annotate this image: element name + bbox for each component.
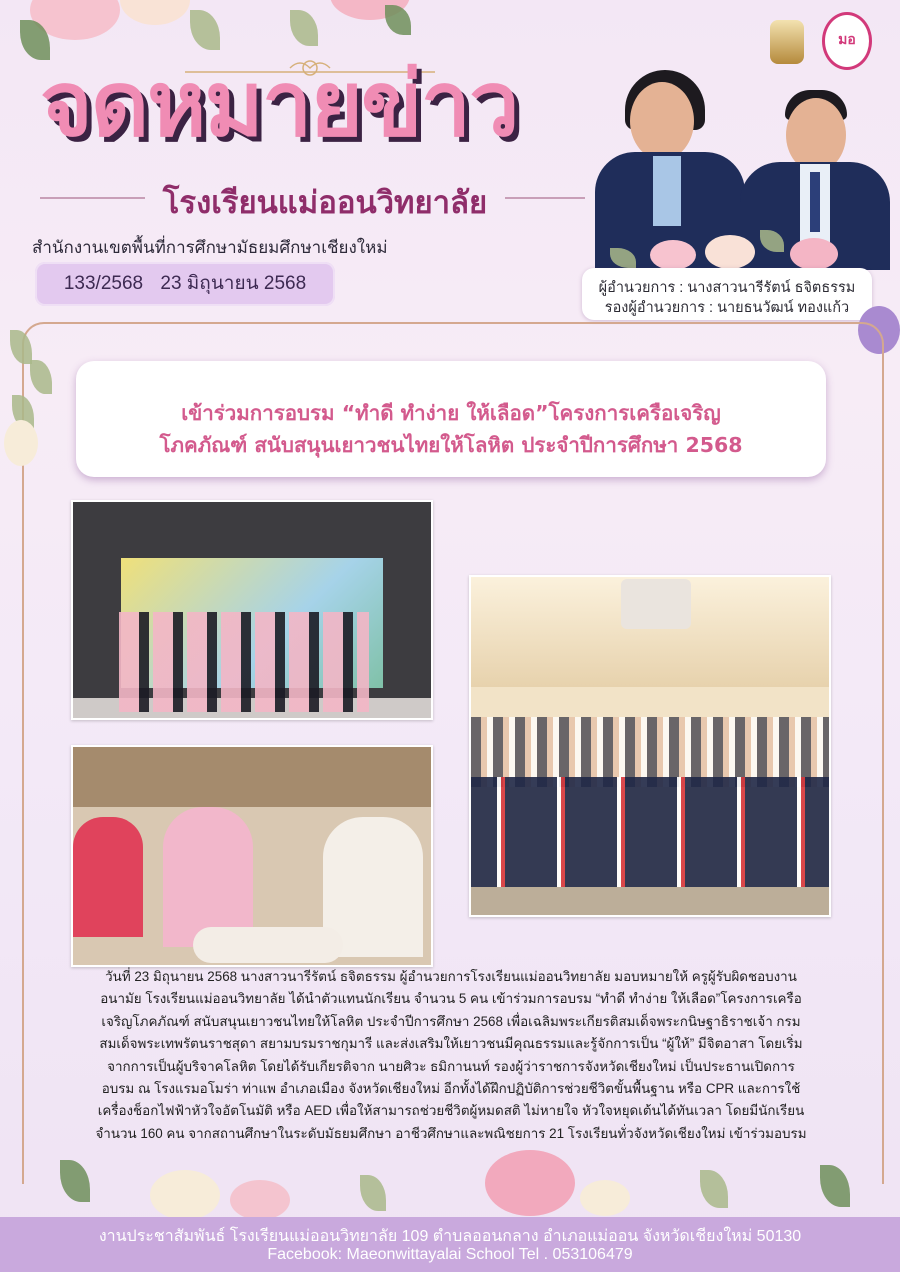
body-line: สมเด็จพระเทพรัตนราชสุดา สยามบรมราชกุมารี และส่งเสริมให้เยาวชนมีคุณธรรมและรู้จักการเป็น “ผู้ให้” มีจิตอาสา โดยเริ่ม: [99, 1036, 803, 1052]
education-office: สำนักงานเขตพื้นที่การศึกษามัธยมศึกษาเชียงใหม่: [32, 238, 388, 257]
footer-bar: [0, 1217, 900, 1272]
body-line: อนามัย โรงเรียนแม่ออนวิทยาลัย ได้นำตัวแทนนักเรียน จำนวน 5 คน เข้าร่วมการอบรม “ทำดี ทำง่าย ให้เลือด”โครงการเครือ: [100, 991, 802, 1007]
issue-date: 23 มิถุนายน 2568: [160, 273, 307, 294]
body-line: เจริญโภคภัณฑ์ สนับสนุนเยาวชนไทยให้โลหิต ประจำปีการศึกษา 2568 เพื่อเฉลิมพระเกียรติสมเด็จพระกนิษฐาธิราชเจ้า กรม: [101, 1013, 801, 1029]
body-line: เครื่องช็อกไฟฟ้าหัวใจอัตโนมัติ หรือ AED เพื่อให้สามารถช่วยชีวิตผู้หมดสติ ไม่หายใจ หัวใจหยุดเต้นได้ทันเวลา โดยมีนักเรียน: [97, 1103, 805, 1119]
footer-address: งานประชาสัมพันธ์ โรงเรียนแม่ออนวิทยาลัย 109 ตำบลออนกลาง อำเภอแม่ออน จังหวัดเชียงใหม่ 50130: [98, 1228, 802, 1245]
divider: [40, 197, 145, 199]
director-name: ผู้อำนวยการ : นางสาวนารีรัตน์ ธจิตธรรม: [598, 280, 856, 296]
issue-number: 133/2568: [63, 273, 144, 294]
school-name: โรงเรียนแม่ออนวิทยาลัย: [162, 185, 488, 221]
administrator-names: [582, 268, 872, 320]
footer-contact: Facebook: Maeonwittayalai School Tel . 053106479: [267, 1246, 633, 1263]
school-logo-text: มอ: [838, 31, 856, 47]
newsletter-title: จดหมายข่าว: [40, 52, 518, 157]
issue-badge: [35, 262, 335, 306]
body-line: วันที่ 23 มิถุนายน 2568 นางสาวนารีรัตน์ ธจิตธรรม ผู้อำนวยการโรงเรียนแม่ออนวิทยาลัย มอบหมายให้ ครูผู้รับผิดชอบงาน: [105, 969, 797, 984]
photo-group: [469, 575, 831, 917]
headline-line-1: เข้าร่วมการอบรม “ทำดี ทำง่าย ให้เลือด”โครงการเครือเจริญ: [181, 401, 721, 425]
body-line: จำนวน 160 คน จากสถานศึกษาในระดับมัธยมศึกษา อาชีวศึกษาและพณิชยการ 21 โรงเรียนทั่วจังหวัดเชียงใหม่ เข้าร่วมอบรม: [95, 1125, 807, 1141]
article-body: [30, 966, 872, 1145]
body-line: จากการเป็นผู้บริจาคโลหิต โดยได้รับเกียรติจาก นายศิวะ ธมิกานนท์ รองผู้ว่าราชการจังหวัดเชียงใหม่ เป็นประธานเปิดการ: [107, 1058, 795, 1074]
headline-card: [76, 361, 826, 477]
headline-line-2: โภคภัณฑ์ สนับสนุนเยาวชนไทยให้โลหิต ประจำปีการศึกษา 2568: [159, 433, 743, 457]
deputy-name: รองผู้อำนวยการ : นายธนวัฒน์ ทองแก้ว: [604, 300, 850, 316]
photo-certificate-stage: [71, 500, 433, 720]
royal-emblem-icon: [770, 20, 804, 64]
body-line: อบรม ณ โรงแรมอโมร่า ท่าแพ อำเภอเมือง จังหวัดเชียงใหม่ อีกทั้งได้ฝึกปฏิบัติการช่วยชีวิตขั้นพื้นฐาน หรือ CPR และการใช้: [101, 1081, 801, 1097]
divider: [505, 197, 585, 199]
photo-cpr-training: [71, 745, 433, 967]
school-logo: [822, 12, 872, 70]
